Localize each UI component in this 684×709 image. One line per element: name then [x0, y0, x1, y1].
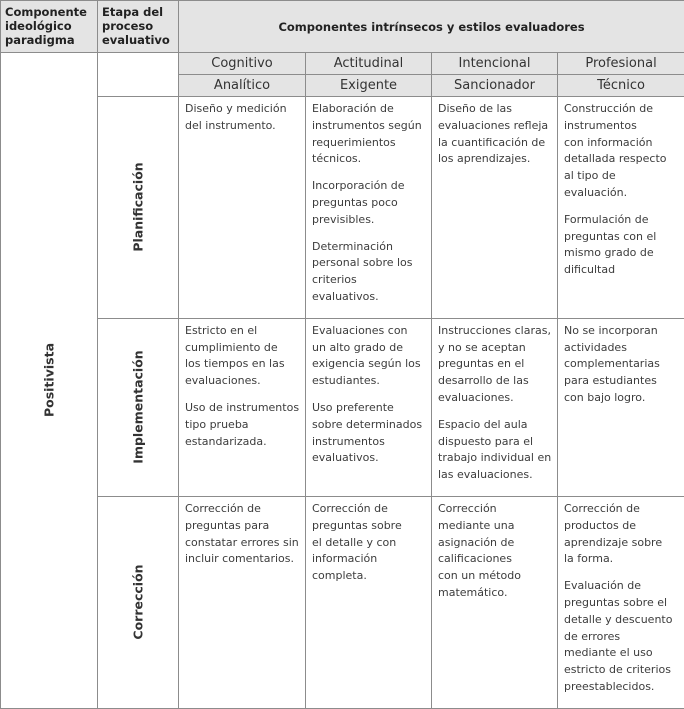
empty-cell	[98, 53, 179, 97]
table-cell	[179, 496, 306, 708]
cell-paragraph: Construcción de instrumentos con información detallada respecto al tipo de evaluación.	[564, 101, 679, 202]
cell-paragraph: Diseño de las evaluaciones refleja la cuantificación de los aprendizajes.	[438, 101, 552, 168]
stage-label-cell	[98, 496, 179, 708]
cell-paragraph: Formulación de preguntas con el mismo grado de dificultad	[564, 212, 679, 279]
stage-label: Corrección	[131, 565, 146, 640]
style-tecnico: Técnico	[558, 75, 684, 97]
style-analitico: Analítico	[179, 75, 306, 97]
table-cell	[432, 496, 558, 708]
cell-paragraph: No se incorporan actividades complementarias para estudiantes con bajo logro.	[564, 323, 679, 407]
cell-paragraph: Corrección de productos de aprendizaje sobre la forma.	[564, 501, 679, 568]
table-cell	[306, 496, 432, 708]
table-cell	[558, 97, 684, 319]
stage-row	[1, 496, 684, 708]
stage-label: Planificación	[131, 163, 146, 252]
style-exigente: Exigente	[306, 75, 432, 97]
table-cell	[558, 318, 684, 496]
cell-paragraph: Determinación personal sobre los criterios evaluativos.	[312, 239, 426, 306]
header-paradigm: Componente ideológico paradigma	[1, 1, 98, 53]
component-profesional: Profesional	[558, 53, 684, 75]
paradigm-cell	[1, 53, 98, 709]
header-stage: Etapa del proceso evaluativo	[98, 1, 179, 53]
cell-paragraph: Espacio del aula dispuesto para el trabajo individual en las evaluaciones.	[438, 417, 552, 484]
cell-paragraph: Uso de instrumentos tipo prueba estandarizada.	[185, 400, 300, 450]
paradigm-label: Positivista	[42, 343, 57, 417]
cell-paragraph: Corrección mediante una asignación de calificaciones con un método matemático.	[438, 501, 552, 602]
cell-paragraph: Corrección de preguntas para constatar errores sin incluir comentarios.	[185, 501, 300, 568]
table-cell	[179, 97, 306, 319]
cell-paragraph: Incorporación de preguntas poco previsibles.	[312, 178, 426, 228]
stage-label-cell	[98, 97, 179, 319]
cell-paragraph: Evaluación de preguntas sobre el detalle y descuento de errores mediante el uso estricto de criterios preestablecidos.	[564, 578, 679, 696]
table-cell	[306, 97, 432, 319]
component-actitudinal: Actitudinal	[306, 53, 432, 75]
cell-paragraph: Diseño y medición del instrumento.	[185, 101, 300, 135]
table-cell	[179, 318, 306, 496]
cell-paragraph: Uso preferente sobre determinados instrumentos evaluativos.	[312, 400, 426, 467]
stage-label-cell	[98, 318, 179, 496]
stage-label: Implementación	[131, 351, 146, 464]
cell-paragraph: Corrección de preguntas sobre el detalle y con información completa.	[312, 501, 426, 585]
component-cognitivo: Cognitivo	[179, 53, 306, 75]
cell-paragraph: Evaluaciones con un alto grado de exigencia según los estudiantes.	[312, 323, 426, 390]
cell-paragraph: Elaboración de instrumentos según requerimientos técnicos.	[312, 101, 426, 168]
cell-paragraph: Estricto en el cumplimiento de los tiempos en las evaluaciones.	[185, 323, 300, 390]
header-components: Componentes intrínsecos y estilos evaluadores	[179, 1, 684, 53]
table-cell	[432, 318, 558, 496]
table-cell	[306, 318, 432, 496]
stage-row	[1, 318, 684, 496]
table-cell	[432, 97, 558, 319]
stage-row	[1, 97, 684, 319]
style-sancionador: Sancionador	[432, 75, 558, 97]
cell-paragraph: Instrucciones claras, y no se aceptan preguntas en el desarrollo de las evaluaciones.	[438, 323, 552, 407]
component-intencional: Intencional	[432, 53, 558, 75]
table-cell	[558, 496, 684, 708]
